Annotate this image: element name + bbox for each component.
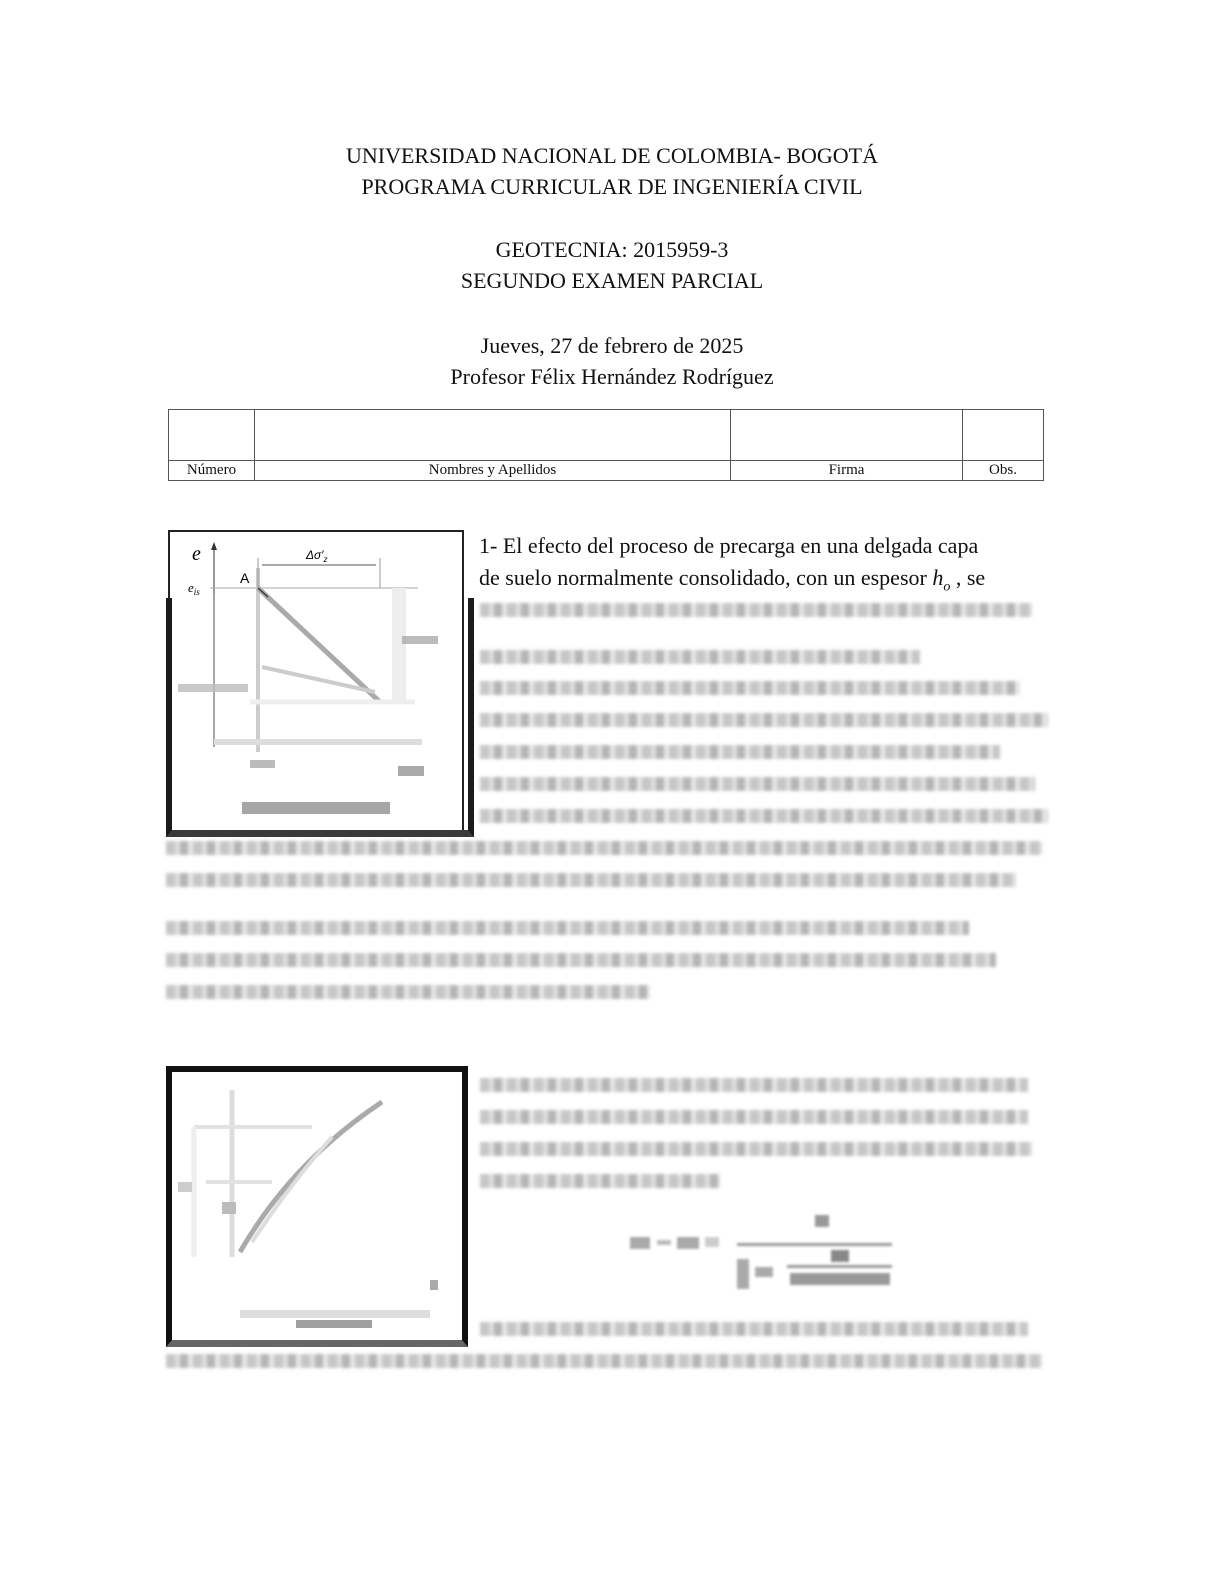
- university-name: UNIVERSIDAD NACIONAL DE COLOMBIA- BOGOTÁ: [345, 143, 879, 168]
- signature-field[interactable]: [731, 410, 963, 461]
- professor-name: Profesor Félix Hernández Rodríguez: [450, 364, 774, 389]
- question-1-line-2: de suelo normalmente consolidado, con un espesor $h_o$ , se: [479, 565, 986, 595]
- date-block: [0, 330, 1224, 392]
- thickness-variable: $h_o$: [932, 565, 951, 595]
- course-code: GEOTECNIA: 2015959-3: [495, 237, 729, 262]
- number-field[interactable]: [169, 410, 255, 461]
- y-axis-label: e: [192, 543, 201, 565]
- question-1-line-1: 1- El efecto del proceso de precarga en una delgada capa: [479, 533, 979, 558]
- observations-label: Obs.: [963, 461, 1044, 481]
- question-1: [479, 530, 985, 603]
- observations-field[interactable]: [963, 410, 1044, 461]
- name-field[interactable]: [255, 410, 731, 461]
- point-a-label: A: [240, 570, 250, 586]
- figure1-frame: [166, 598, 474, 837]
- course-block: [0, 234, 1224, 296]
- eis-label: $e_{is}$: [188, 580, 200, 597]
- document-header: [0, 140, 1224, 202]
- exam-date: Jueves, 27 de febrero de 2025: [480, 333, 744, 358]
- program-name: PROGRAMA CURRICULAR DE INGENIERÍA CIVIL: [361, 174, 863, 199]
- delta-stress-label: $\Delta\sigma'_z$: [306, 548, 328, 564]
- y-axis-arrow-icon: [211, 542, 217, 550]
- signature-label: Firma: [731, 461, 963, 481]
- name-label: Nombres y Apellidos: [255, 461, 731, 481]
- fraction-bar: [737, 1243, 892, 1246]
- hyperbolic-diagram: [172, 1072, 462, 1340]
- figure2-caption-blurred: [296, 1320, 372, 1328]
- figure-hyperbolic-curve: [166, 1066, 468, 1347]
- student-info-table: [168, 409, 1044, 481]
- exam-title: SEGUNDO EXAMEN PARCIAL: [460, 268, 764, 293]
- number-label: Número: [169, 461, 255, 481]
- hyperbolic-formula-blurred: [625, 1215, 895, 1290]
- figure-preload-process: [168, 530, 464, 830]
